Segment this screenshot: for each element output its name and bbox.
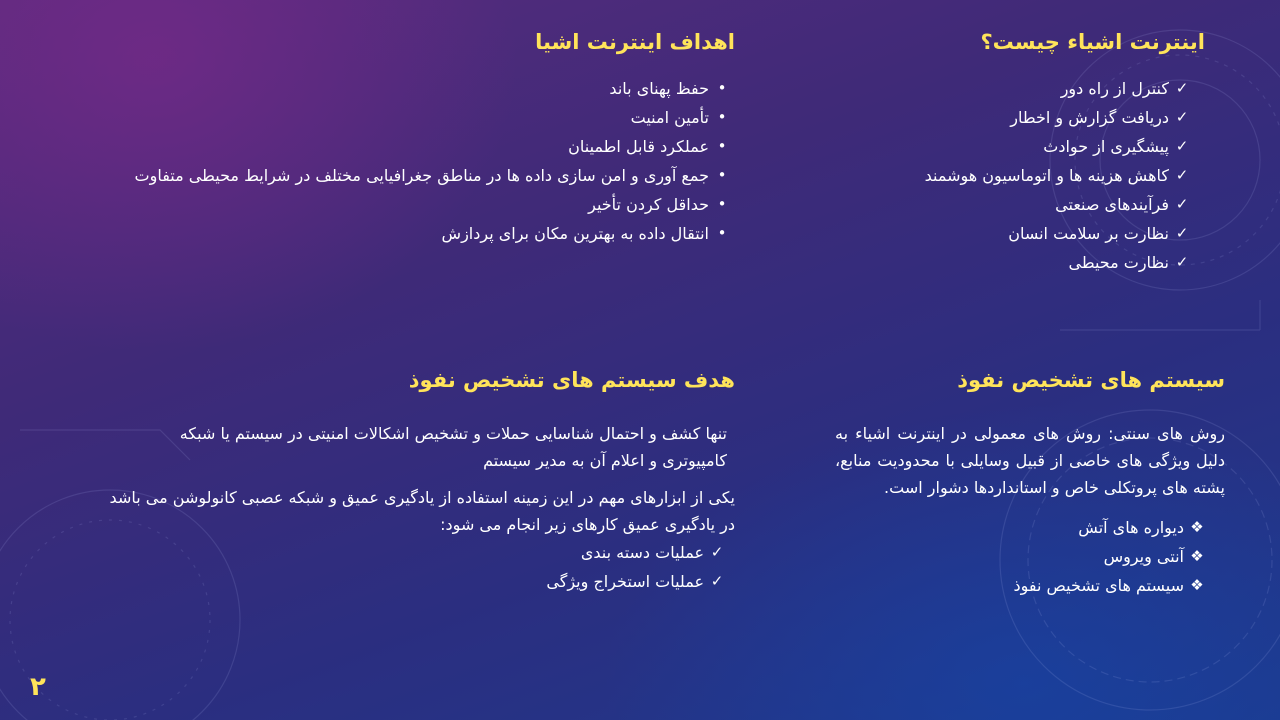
dot-bullet-icon: •: [717, 195, 727, 213]
list-item: [860, 103, 1195, 132]
list-item-text: پیشگیری از حوادث: [1043, 137, 1169, 156]
list-item-text: سیستم های تشخیص نفوذ: [1013, 576, 1184, 595]
list-item: [860, 219, 1195, 248]
diamond-bullet-icon: ❖: [1190, 576, 1204, 594]
list-item-text: عملیات استخراج ویژگی: [546, 572, 704, 591]
dot-bullet-icon: •: [717, 224, 727, 242]
list-item-text: نظارت محیطی: [1068, 253, 1169, 272]
list-item-text: دیواره های آتش: [1078, 518, 1184, 537]
ids-goal-heading: هدف سیستم های تشخیص نفوذ: [408, 368, 735, 392]
list-item: [860, 190, 1195, 219]
iot-goals-list: [40, 74, 735, 248]
list-item-text: حداقل کردن تأخیر: [588, 195, 709, 214]
dot-bullet-icon: •: [717, 108, 727, 126]
check-mark-icon: ✓: [710, 572, 724, 590]
iot-goals-heading: اهداف اینترنت اشیا: [535, 30, 735, 54]
diamond-bullet-icon: ❖: [1190, 547, 1204, 565]
check-mark-icon: ✓: [1175, 108, 1189, 126]
list-item: [40, 74, 735, 103]
ids-goal-paragraph-2: [40, 484, 735, 538]
check-mark-icon: ✓: [1175, 79, 1189, 97]
list-item-text: فرآیندهای صنعتی: [1055, 195, 1169, 214]
list-item: [40, 132, 735, 161]
list-item-text: انتقال داده به بهترین مکان برای پردازش: [441, 224, 709, 243]
check-mark-icon: ✓: [1175, 195, 1189, 213]
ids-heading: سیستم های تشخیص نفوذ: [957, 368, 1225, 392]
list-item: [40, 538, 730, 567]
diamond-bullet-icon: ❖: [1190, 518, 1204, 536]
ids-paragraph: روش های سنتی: روش های معمولی در اینترنت اشیاء به دلیل ویژگی های خاصی از قبیل وسایلی با محدودیت منابع، پشته های پروتکلی خاص و استانداردها دشوار است.: [835, 424, 1225, 497]
what-is-iot-heading: اینترنت اشیاء چیست؟: [980, 30, 1205, 54]
what-is-iot-section: [860, 30, 1205, 277]
list-item: [40, 161, 735, 190]
list-item: [40, 219, 735, 248]
list-item-text: عملکرد قابل اطمینان: [568, 137, 709, 156]
check-mark-icon: ✓: [1175, 166, 1189, 184]
list-item-text: حفظ پهنای باند: [609, 79, 709, 98]
list-item-text: کنترل از راه دور: [1060, 79, 1169, 98]
list-item-text: دریافت گزارش و اخطار: [1010, 108, 1169, 127]
list-item: [40, 190, 735, 219]
list-item-text: نظارت بر سلامت انسان: [1008, 224, 1169, 243]
list-item-text: آنتی ویروس: [1103, 547, 1184, 566]
paragraph-line: در یادگیری عمیق کارهای زیر انجام می شود:: [440, 515, 735, 534]
list-item: [830, 513, 1210, 542]
check-mark-icon: ✓: [710, 543, 724, 561]
list-item: [40, 567, 730, 596]
list-item-text: جمع آوری و امن سازی داده ها در مناطق جغرافیایی مختلف در شرایط محیطی متفاوت: [134, 166, 709, 185]
list-item: [860, 74, 1195, 103]
dot-bullet-icon: •: [717, 79, 727, 97]
iot-goals-section: [40, 30, 735, 248]
list-item: [860, 248, 1195, 277]
ids-goal-list: [40, 538, 730, 596]
paragraph-line: کامپیوتری و اعلام آن به مدیر سیستم: [483, 451, 727, 470]
list-item: [830, 542, 1210, 571]
list-item-text: کاهش هزینه ها و اتوماسیون هوشمند: [924, 166, 1169, 185]
list-item: [40, 103, 735, 132]
list-item: [860, 132, 1195, 161]
list-item: [830, 571, 1210, 600]
check-mark-icon: ✓: [1175, 253, 1189, 271]
check-mark-icon: ✓: [1175, 224, 1189, 242]
ids-goal-section: [40, 368, 735, 596]
ids-section: [830, 368, 1225, 600]
list-item-text: عملیات دسته بندی: [580, 543, 704, 562]
page-number: ۲: [30, 672, 46, 702]
dot-bullet-icon: •: [717, 166, 727, 184]
ids-goal-paragraph-1: [40, 420, 727, 474]
dot-bullet-icon: •: [717, 137, 727, 155]
what-is-iot-list: [860, 74, 1195, 277]
list-item: [860, 161, 1195, 190]
check-mark-icon: ✓: [1175, 137, 1189, 155]
paragraph-line: یکی از ابزارهای مهم در این زمینه استفاده از یادگیری عمیق و شبکه عصبی کانولوشن می باشد: [109, 488, 735, 507]
paragraph-line: تنها کشف و احتمال شناسایی حملات و تشخیص اشکالات امنیتی در سیستم یا شبکه: [179, 424, 727, 443]
ids-list: [830, 513, 1210, 600]
list-item-text: تأمین امنیت: [630, 108, 709, 127]
